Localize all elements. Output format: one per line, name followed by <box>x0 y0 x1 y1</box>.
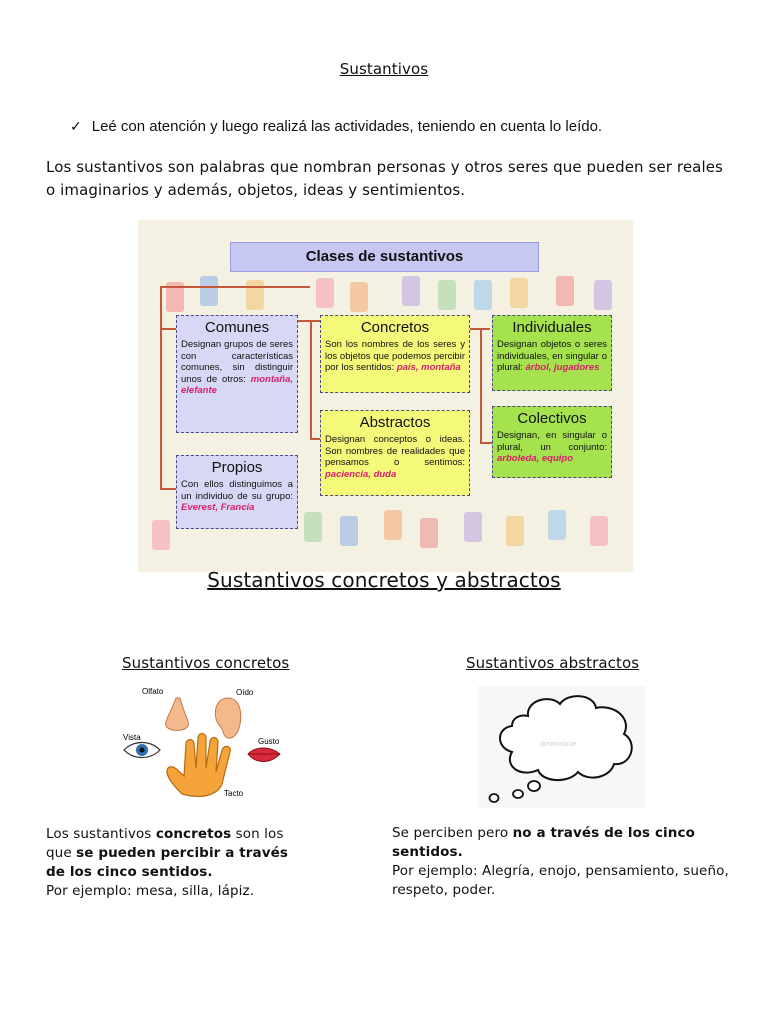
box-examples: arboleda, equipo <box>497 453 574 464</box>
text-emphasis: no a través de los cinco sentidos. <box>392 825 695 860</box>
infographic <box>138 220 633 572</box>
box-propios <box>176 455 298 529</box>
instruction <box>70 118 602 135</box>
tacto-label: Tacto <box>224 789 244 798</box>
text-emphasis: se pueden percibir a través <box>76 845 289 861</box>
text-emphasis: concretos <box>155 826 232 842</box>
text-fragment: son los <box>231 826 284 842</box>
concretos-title: Sustantivos concretos <box>122 654 290 672</box>
connector-line <box>160 286 310 288</box>
connector-line <box>298 320 320 322</box>
connector-line <box>310 438 320 440</box>
tag-decoration <box>200 276 218 306</box>
example-text: Por ejemplo: mesa, silla, lápiz. <box>46 883 255 899</box>
eye-icon <box>124 743 160 758</box>
tag-decoration <box>464 512 482 542</box>
tag-decoration <box>246 280 264 310</box>
box-examples: paciencia, duda <box>325 468 397 480</box>
box-title: Comunes <box>204 319 270 336</box>
abstractos-title: Sustantivos abstractos <box>466 654 640 672</box>
tag-decoration <box>316 278 334 308</box>
text-fragment: que <box>46 845 77 861</box>
thought-bubble-icon <box>528 781 540 791</box>
tag-decoration <box>506 516 524 546</box>
box-examples: Everest, Francia <box>181 502 255 513</box>
abstractos-description <box>392 824 752 900</box>
box-colectivos <box>492 406 612 478</box>
nose-icon <box>166 698 189 731</box>
text-emphasis: de los cinco sentidos. <box>46 864 213 880</box>
box-title: Colectivos <box>517 410 587 427</box>
tag-decoration <box>510 278 528 308</box>
box-text: Designan objetos o seres individuales, en singular o plural: <box>497 339 607 373</box>
connector-line <box>160 328 176 330</box>
box-examples: árbol, jugadores <box>525 362 600 373</box>
box-individuales <box>492 315 612 391</box>
box-text: Designan conceptos o ideas. Son nombres de realidades que pensamos o sentimos: <box>325 434 465 468</box>
box-title: Individuales <box>512 319 592 336</box>
vista-label: Vista <box>123 733 141 742</box>
thought-cloud-illustration <box>478 686 646 808</box>
text-fragment: Se perciben pero <box>392 825 513 841</box>
tag-decoration <box>340 516 358 546</box>
page-title: Sustantivos <box>339 60 429 78</box>
ear-icon <box>215 698 240 738</box>
senses-illustration <box>120 684 290 808</box>
tag-decoration <box>402 276 420 306</box>
connector-line <box>480 442 492 444</box>
tag-decoration <box>556 276 574 306</box>
box-title: Propios <box>211 459 263 476</box>
box-text: Designan grupos de seres con características comunes, sin distinguir unos de otros: <box>181 339 293 385</box>
concretos-description <box>46 825 346 901</box>
thought-bubble-icon <box>490 794 499 802</box>
box-comunes <box>176 315 298 433</box>
tag-decoration <box>384 510 402 540</box>
tag-decoration <box>474 280 492 310</box>
box-examples: montaña, elefante <box>181 373 293 396</box>
connector-line <box>310 320 312 440</box>
intro-paragraph: Los sustantivos son palabras que nombran personas y otros seres que pueden ser reales o imaginarios y además, objetos, ideas y sentimientos. <box>46 158 723 199</box>
gusto-label: Gusto <box>258 737 280 746</box>
checkmark-icon: ✓ <box>70 118 82 134</box>
tag-decoration <box>420 518 438 548</box>
tag-decoration <box>594 280 612 310</box>
box-concretos <box>320 315 470 393</box>
box-examples: país, montaña <box>396 362 461 373</box>
oido-label: Oído <box>236 688 254 697</box>
tag-decoration <box>438 280 456 310</box>
box-text: Designan, en singular o plural, un conjunto: <box>497 430 607 453</box>
thought-bubble-icon <box>513 790 523 798</box>
box-abstractos <box>320 410 470 496</box>
infographic-header: Clases de sustantivos <box>230 242 539 272</box>
tag-decoration <box>350 282 368 312</box>
section-title: Sustantivos concretos y abstractos <box>207 568 561 592</box>
box-title: Concretos <box>360 319 430 336</box>
olfato-label: Olfato <box>142 687 164 696</box>
connector-line <box>160 488 176 490</box>
mouth-icon <box>248 748 280 762</box>
box-text: Son los nombres de los seres y los objetos que podemos percibir por los sentidos: <box>325 339 465 373</box>
text-fragment: Los sustantivos <box>46 826 156 842</box>
tag-decoration <box>548 510 566 540</box>
box-title: Abstractos <box>359 414 431 431</box>
connector-line <box>480 328 482 444</box>
example-text: Por ejemplo: Alegría, enojo, pensamiento, sueño, respeto, poder. <box>392 863 729 898</box>
instruction-text: Leé con atención y luego realizá las actividades, teniendo en cuenta lo leído. <box>91 118 603 135</box>
tag-decoration <box>304 512 322 542</box>
cloud-watermark: dreamstime <box>540 741 577 748</box>
hand-icon <box>167 734 230 797</box>
connector-line <box>160 286 162 490</box>
tag-decoration <box>590 516 608 546</box>
tag-decoration <box>152 520 170 550</box>
box-text: Con ellos distinguimos a un individuo de su grupo: <box>181 479 293 502</box>
